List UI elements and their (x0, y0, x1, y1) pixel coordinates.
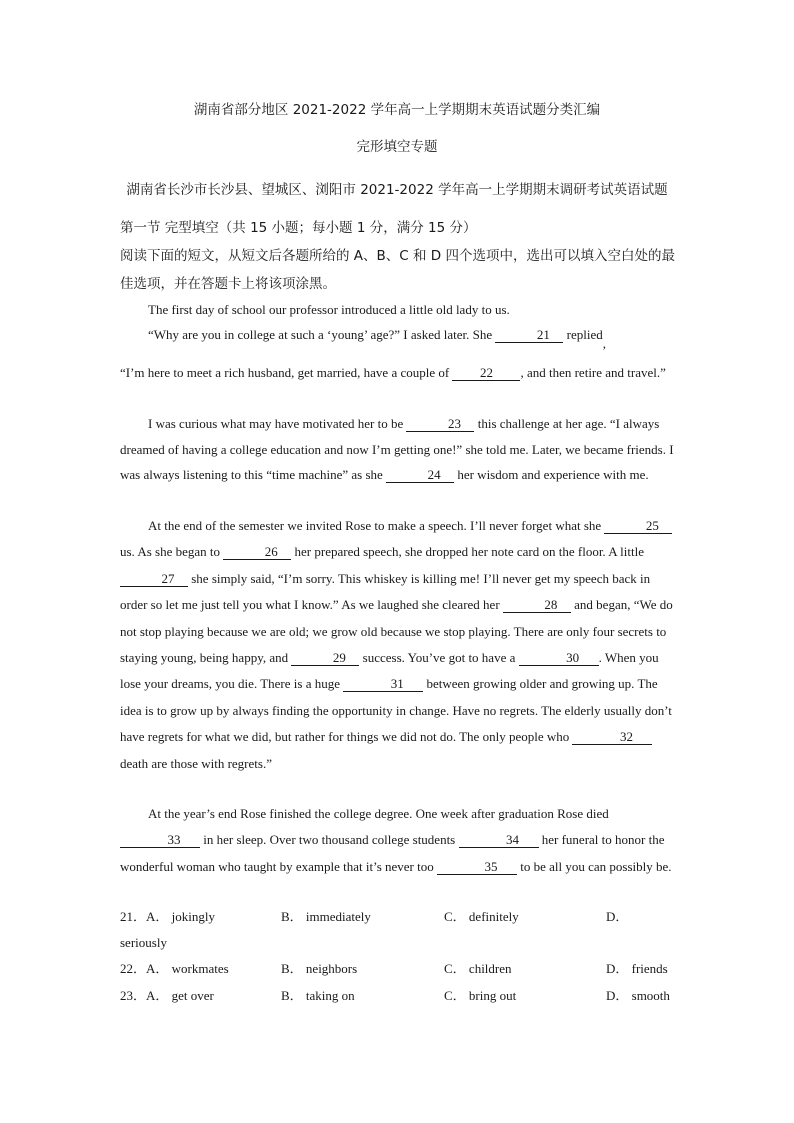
passage-paragraph-4: At the end of the semester we invited Rose to make a speech. I’ll never forget what she 25 us. As she began to 26 her prepared speech, she dropped her note card on the floor. A little 27 she simply said, “I’m sorry. This whiskey is killing me! I’ll never get my speech back in order so let me just tell you what I know.” As we laughed she cleared her 28 and began, “We do not stop playing because we are old; we grow old because we stop playing. There are only four secrets to staying young, being happy, and 29 success. You’ve got to have a 30 . When you lose your dreams, you die. There is a huge 31 between growing older and growing up. The idea is to grow up by always finding the opportunity in change. Have no regrets. The elderly usually don’t have regrets for what we did, but rather for things we did not do. The only people who 32 death are those with regrets.” (120, 518, 673, 771)
option-c[interactable]: C． definitely (444, 909, 519, 924)
blank-24[interactable]: 24 (386, 468, 454, 483)
option-c[interactable]: C． children (444, 961, 512, 976)
document-title: 湖南省部分地区 2021-2022 学年高一上学期期末英语试题分类汇编 (193, 102, 601, 118)
blank-29[interactable]: 29 (291, 651, 359, 666)
question-number: 21． (120, 909, 147, 924)
blank-25[interactable]: 25 (604, 519, 672, 534)
option-d[interactable]: D． (606, 909, 629, 924)
option-a[interactable]: A． get over (146, 988, 214, 1003)
option-b[interactable]: B． taking on (281, 988, 355, 1003)
section-heading: 第一节 完型填空（共 15 小题；每小题 1 分，满分 15 分） (120, 220, 477, 236)
option-c[interactable]: C． bring out (444, 988, 517, 1003)
option-a[interactable]: A． jokingly (146, 909, 215, 924)
blank-27[interactable]: 27 (120, 572, 188, 587)
question-number: 22． (120, 961, 147, 976)
option-b[interactable]: B． neighbors (281, 961, 358, 976)
document-subtitle: 完形填空专题 (356, 139, 438, 155)
blank-33[interactable]: 33 (120, 833, 200, 848)
passage-paragraph-2-cont: “I’m here to meet a rich husband, get married, have a couple of 22 , and then retire and travel.” (120, 365, 666, 380)
passage-paragraph-1: The first day of school our professor introduced a little old lady to us. (148, 302, 510, 317)
blank-28[interactable]: 28 (503, 598, 571, 613)
blank-22[interactable]: 22 (452, 366, 520, 381)
blank-32[interactable]: 32 (572, 730, 652, 745)
blank-23[interactable]: 23 (406, 417, 474, 432)
blank-34[interactable]: 34 (459, 833, 539, 848)
option-d[interactable]: D． friends (606, 961, 668, 976)
blank-21[interactable]: 21 (495, 328, 563, 343)
passage-paragraph-5: At the year’s end Rose finished the college degree. One week after graduation Rose died 33 in her sleep. Over two thousand college students 34 her funeral to honor the wonderful woman who taught by example that it’s never too 35 to be all you can possibly be. (120, 806, 672, 874)
exam-source: 湖南省长沙市长沙县、望城区、浏阳市 2021-2022 学年高一上学期期末调研考试英语试题 (126, 182, 668, 198)
option-d-text[interactable]: seriously (120, 935, 167, 950)
passage-paragraph-2: “Why are you in college at such a ‘young’ age?” I asked later. She 21 replied, (148, 327, 606, 351)
option-a[interactable]: A． workmates (146, 961, 229, 976)
blank-35[interactable]: 35 (437, 860, 517, 875)
question-number: 23． (120, 988, 147, 1003)
option-b[interactable]: B． immediately (281, 909, 371, 924)
passage-paragraph-3: I was curious what may have motivated her to be 23 this challenge at her age. “I always dreamed of having a college education and now I’m getting one!” she told me. Later, we became friends. I was always listening to this “time machine” as she 24 her wisdom and experience with me. (120, 416, 674, 482)
section-instruction: 阅读下面的短文，从短文后各题所给的 A、B、C 和 D 四个选项中，选出可以填入空白处的最佳选项，并在答题卡上将该项涂黑。 (120, 248, 675, 292)
blank-26[interactable]: 26 (223, 545, 291, 560)
blank-30[interactable]: 30 (519, 651, 599, 666)
blank-31[interactable]: 31 (343, 677, 423, 692)
option-d[interactable]: D． smooth (606, 988, 670, 1003)
